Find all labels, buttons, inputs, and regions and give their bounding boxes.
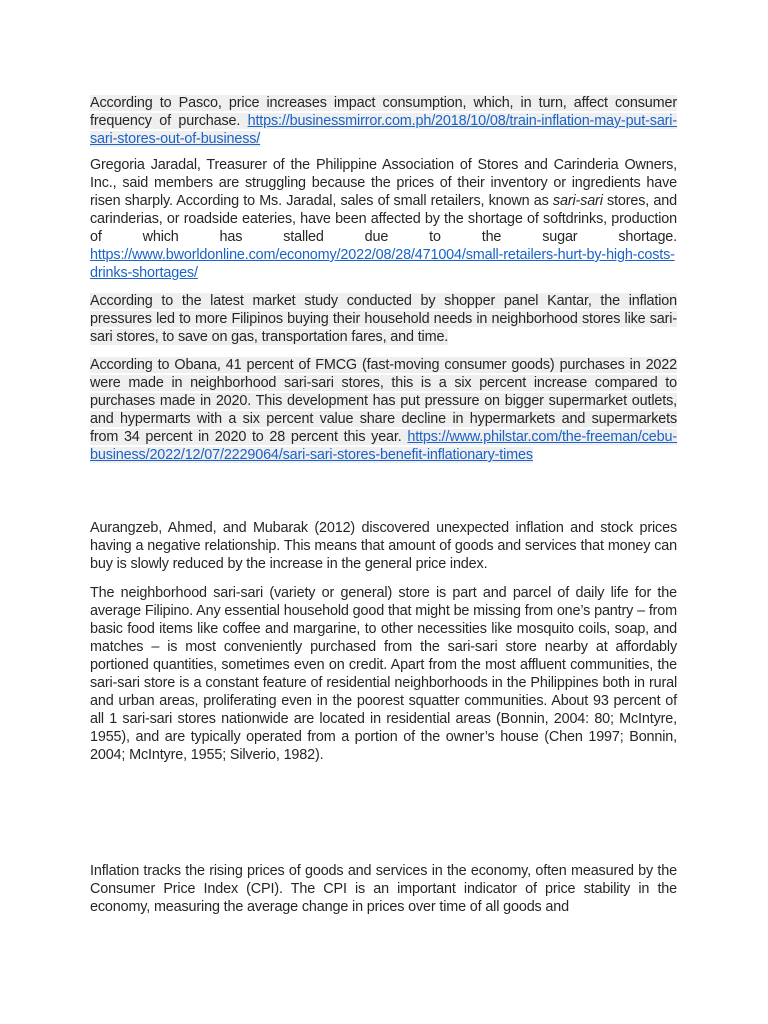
paragraph-inflation-cpi bbox=[90, 862, 677, 916]
paragraph-text: stores, and carinderias, or roadside eateries, have been affected by the shortage of softdrinks, production of which has stalled due to the sugar shortage. bbox=[90, 193, 677, 245]
paragraph-text: According to the latest market study conducted by shopper panel Kantar, the inflation pressures led to more Filipinos buying their household needs in neighborhood stores like sari-sari stores, to save on gas, transportation fares, and time. bbox=[90, 293, 677, 345]
bworldonline-link[interactable]: https://www.bworldonline.com/economy/2022/08/28/471004/small-retailers-hurt-by-high-costs-drinks-shortages/ bbox=[90, 247, 675, 281]
paragraph-sari-sari-store bbox=[90, 584, 677, 764]
paragraph-jaradal bbox=[90, 156, 677, 282]
paragraph-kantar bbox=[90, 292, 677, 346]
italic-term: sari-sari bbox=[552, 193, 603, 209]
paragraph-text: Gregoria Jaradal, Treasurer of the Philippine Association of Stores and Carinderia Owners, Inc., said members are struggling because the prices of their inventory or ingredients have risen sharply. According to Ms. Jaradal, sales of small retailers, known as bbox=[90, 157, 677, 209]
paragraph-pasco bbox=[90, 94, 677, 148]
paragraph-text: According to Obana, 41 percent of FMCG (fast-moving consumer goods) purchases in 2022 were made in neighborhood sari-sari stores, this is a six percent increase compared to purchases made in 2020. This development has put pressure on bigger supermarket outlets, and hypermarts with a six percent value share decline in hypermarkets and supermarkets from 34 percent in 2020 to 28 percent this year. bbox=[90, 357, 677, 445]
paragraph-aurangzeb bbox=[90, 519, 677, 573]
philstar-link[interactable]: https://www.philstar.com/the-freeman/cebu-business/2022/12/07/2229064/sari-sari-stores-benefit-inflationary-times bbox=[90, 429, 677, 463]
paragraph-text: The neighborhood sari-sari (variety or general) store is part and parcel of daily life for the average Filipino. Any essential household good that might be missing from one’s pantry – from basic food items like coffee and margarine, to other necessities like mosquito coils, soap, and matches – is most conveniently purchased from the sari-sari store nearby at affordably portioned quantities, sometimes even on credit. Apart from the most affluent communities, the sari-sari store is a constant feature of residential neighborhoods in the Philippines both in rural and urban areas, proliferating even in the poorest squatter communities. About 93 percent of all 1 sari-sari stores nationwide are located in residential areas (Bonnin, 2004: 80; McIntyre, 1955), and are typically operated from a portion of the owner’s house (Chen 1997; Bonnin, 2004; McIntyre, 1955; Silverio, 1982). bbox=[90, 585, 677, 763]
paragraph-text: Inflation tracks the rising prices of goods and services in the economy, often measured by the Consumer Price Index (CPI). The CPI is an important indicator of price stability in the economy, measuring the average change in prices over time of all goods and bbox=[90, 863, 677, 915]
paragraph-obana bbox=[90, 356, 677, 464]
businessmirror-link[interactable]: https://businessmirror.com.ph/2018/10/08/train-inflation-may-put-sari-sari-stores-out-of-business/ bbox=[90, 113, 677, 147]
paragraph-text: According to Pasco, price increases impact consumption, which, in turn, affect consumer frequency of purchase. bbox=[90, 95, 677, 129]
paragraph-text: Aurangzeb, Ahmed, and Mubarak (2012) discovered unexpected inflation and stock prices having a negative relationship. This means that amount of goods and services that money can buy is slowly reduced by the increase in the general price index. bbox=[90, 520, 677, 572]
